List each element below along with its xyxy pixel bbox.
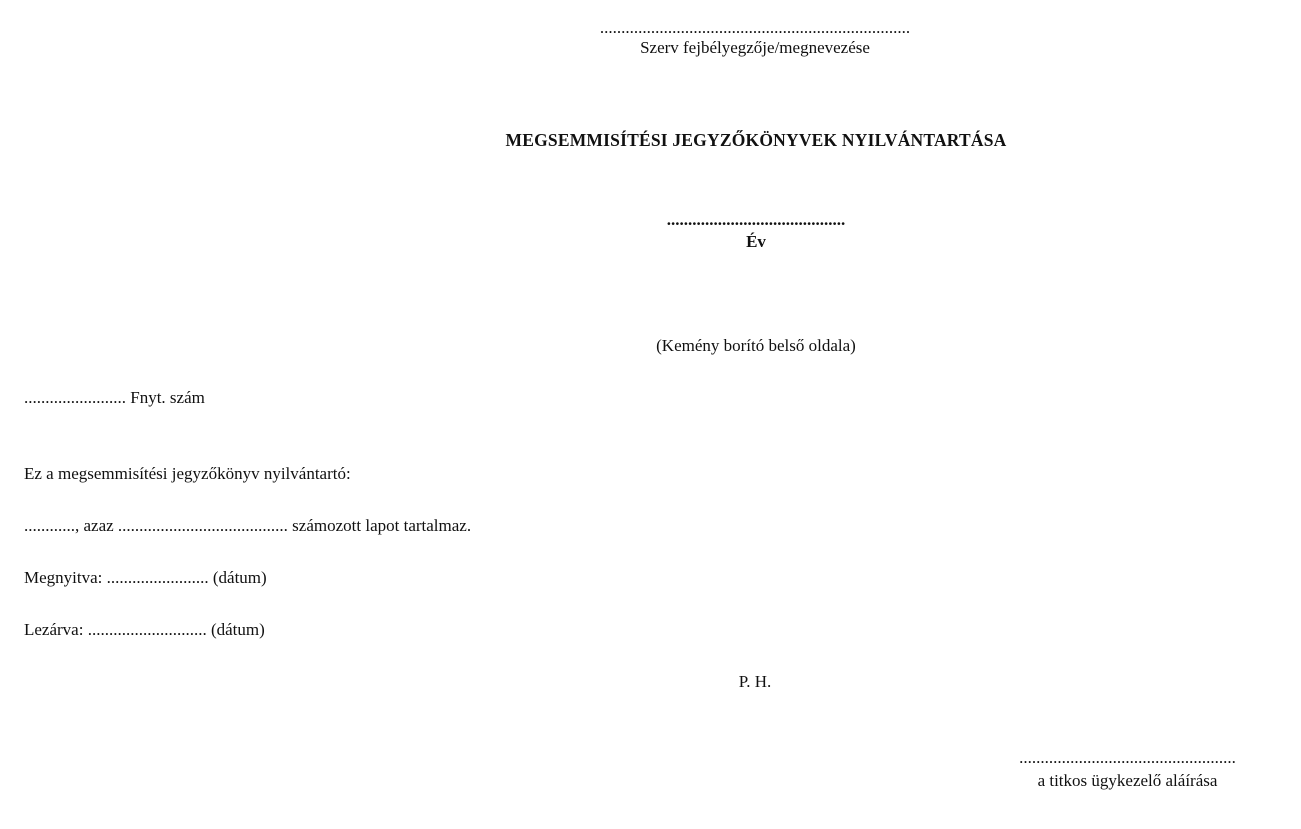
org-stamp-label: Szerv fejbélyegzője/megnevezése (640, 38, 870, 57)
closed-date-line: Lezárva: ............................ (dátum) (24, 620, 265, 639)
year-label: Év (746, 232, 766, 251)
fnyt-number-line: ........................ Fnyt. szám (24, 388, 205, 407)
page-count-line: ............, azaz ........................................ számozott lapot tartalmaz. (24, 516, 472, 535)
signature-label: a titkos ügykezelő aláírása (1037, 771, 1218, 790)
signature-blank: ................................................... (1019, 748, 1236, 767)
register-intro-text: Ez a megsemmisítési jegyzőkönyv nyilvántartó: (24, 464, 351, 483)
document-title: MEGSEMMISÍTÉSI JEGYZŐKÖNYVEK NYILVÁNTARTÁSA (505, 130, 1007, 150)
cover-note: (Kemény borító belső oldala) (656, 336, 856, 355)
year-blank: .......................................... (666, 210, 846, 229)
opened-date-line: Megnyitva: ........................ (dátum) (24, 568, 267, 587)
org-name-blank: ......................................................................... (599, 18, 911, 37)
stamp-place-label: P. H. (738, 672, 772, 691)
